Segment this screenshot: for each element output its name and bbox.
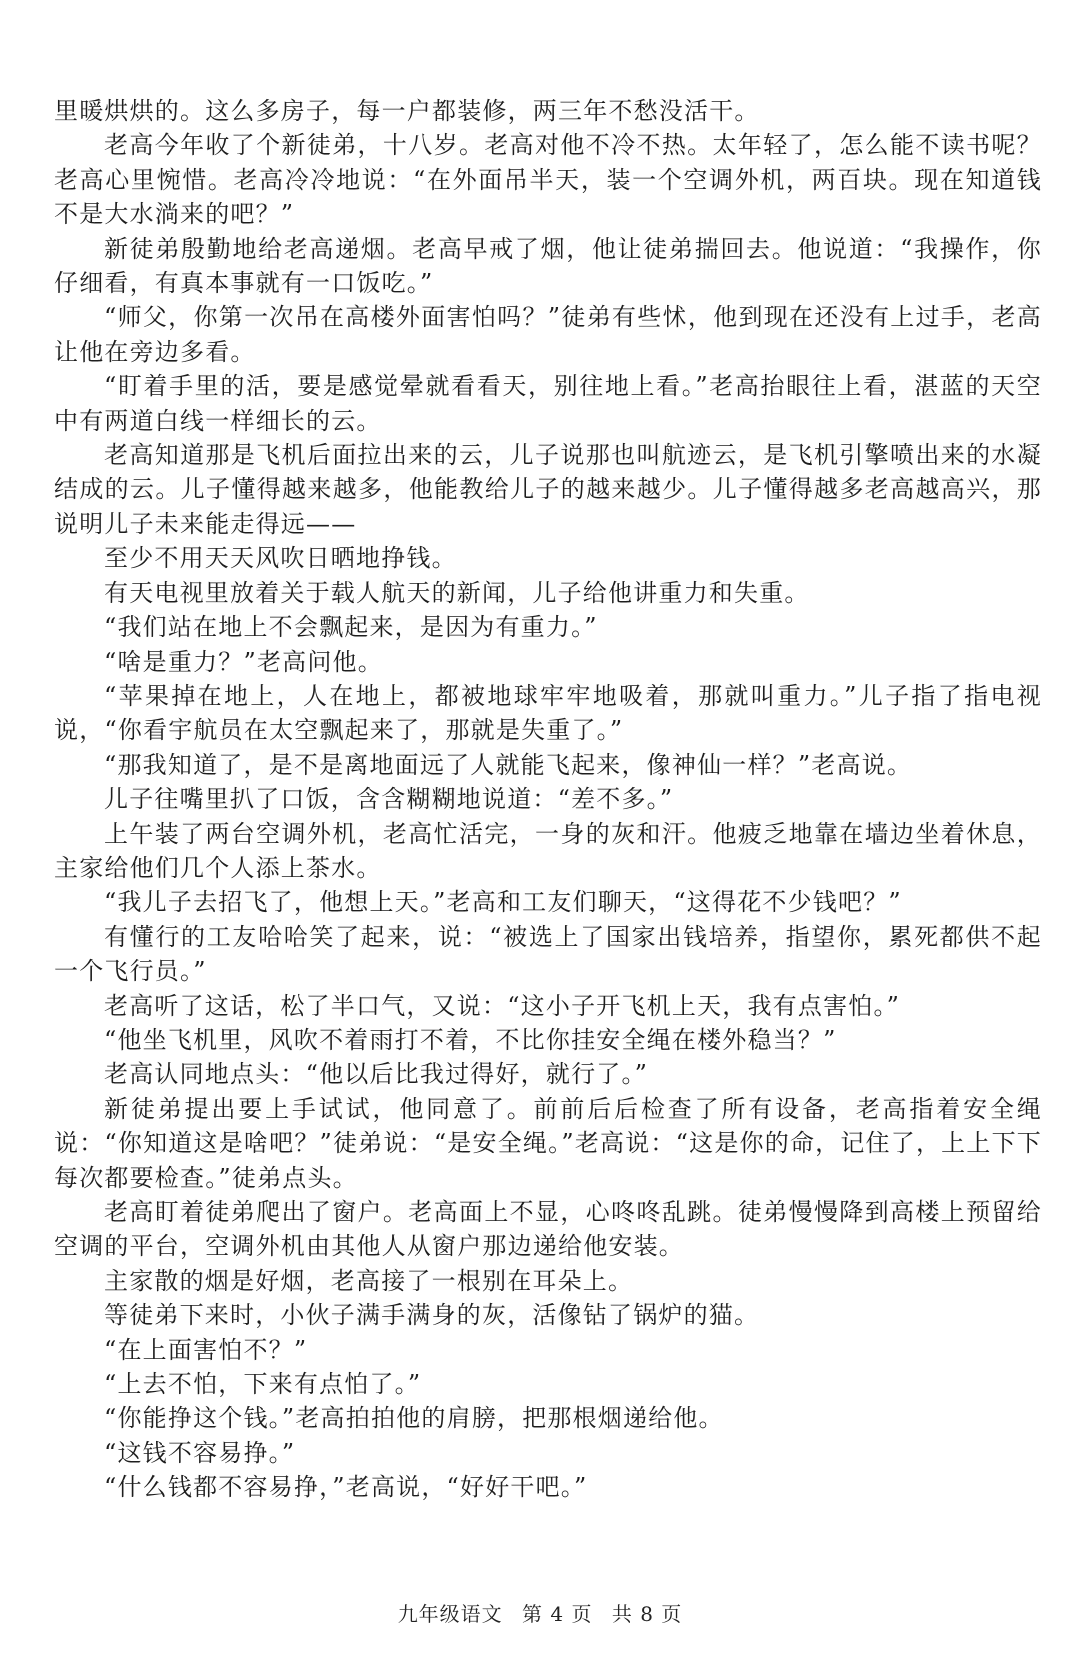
paragraph: “在上面害怕不？”	[104, 1335, 308, 1364]
paragraph: “他坐飞机里，风吹不着雨打不着，不比你挂安全绳在楼外稳当？”	[104, 1025, 837, 1054]
footer-page-number: 第 4 页	[522, 1602, 593, 1626]
passage-text	[54, 94, 1042, 1505]
paragraph: “这钱不容易挣。”	[104, 1438, 296, 1467]
paragraph: 上午装了两台空调外机，老高忙活完，一身的灰和汗。他疲乏地靠在墙边坐着休息，主家给他们几个人添上茶水。	[54, 819, 1042, 882]
paragraph: 有天电视里放着关于载人航天的新闻，儿子给他讲重力和失重。	[104, 578, 810, 607]
paragraph: 主家散的烟是好烟，老高接了一根别在耳朵上。	[104, 1266, 634, 1295]
paragraph: 儿子往嘴里扒了口饭，含含糊糊地说道：“差不多。”	[104, 785, 674, 814]
paragraph: “师父，你第一次吊在高楼外面害怕吗？”徒弟有些怵，他到现在还没有上过手，老高让他在旁边多看。	[54, 303, 1042, 366]
footer-subject: 九年级语文	[397, 1602, 503, 1626]
paragraph: “我们站在地上不会飘起来，是因为有重力。”	[104, 613, 598, 642]
paragraph: 老高盯着徒弟爬出了窗户。老高面上不显，心咚咚乱跳。徒弟慢慢降到高楼上预留给空调的平台，空调外机由其他人从窗户那边递给他安装。	[54, 1198, 1042, 1261]
paragraph: 老高知道那是飞机后面拉出来的云，儿子说那也叫航迹云，是飞机引擎喷出来的水凝结成的云。儿子懂得越来越多，他能教给儿子的越来越少。儿子懂得越多老高越高兴，那说明儿子未来能走得远——	[54, 441, 1042, 538]
paragraph: 老高听了这话，松了半口气，又说：“这小子开飞机上天，我有点害怕。”	[104, 991, 901, 1020]
paragraph: 老高认同地点头：“他以后比我过得好，就行了。”	[104, 1060, 649, 1089]
paragraph: 新徒弟殷勤地给老高递烟。老高早戒了烟，他让徒弟揣回去。他说道：“我操作，你仔细看，有真本事就有一口饭吃。”	[54, 234, 1042, 298]
paragraph: “什么钱都不容易挣，”老高说，“好好干吧。”	[104, 1473, 588, 1502]
paragraph: 等徒弟下来时，小伙子满手满身的灰，活像钻了锅炉的猫。	[104, 1301, 760, 1330]
paragraph: “啥是重力？”老高问他。	[104, 647, 383, 676]
paragraph: “你能挣这个钱。”老高拍拍他的肩膀，把那根烟递给他。	[104, 1404, 724, 1433]
paragraph: “苹果掉在地上，人在地上，都被地球牢牢地吸着，那就叫重力。”儿子指了指电视说，“你看宇航员在太空飘起来了，那就是失重了。”	[54, 681, 1042, 745]
paragraph: “我儿子去招飞了，他想上天。”老高和工友们聊天，“这得花不少钱吧？”	[104, 888, 902, 917]
paragraph: 新徒弟提出要上手试试，他同意了。前前后后检查了所有设备，老高指着安全绳说：“你知道这是啥吧？”徒弟说：“是安全绳。”老高说：“这是你的命，记住了，上上下下每次都要检查。”徒弟点头。	[54, 1094, 1042, 1192]
paragraph: “那我知道了，是不是离地面远了人就能飞起来，像神仙一样？”老高说。	[104, 750, 913, 779]
paragraph: 有懂行的工友哈哈笑了起来，说：“被选上了国家出钱培养，指望你，累死都供不起一个飞行员。”	[54, 922, 1042, 986]
paragraph: “盯着手里的活，要是感觉晕就看看天，别往地上看。”老高抬眼往上看，湛蓝的天空中有两道白线一样细长的云。	[54, 372, 1042, 435]
paragraph: “上去不怕，下来有点怕了。”	[104, 1370, 422, 1399]
footer-total-pages: 共 8 页	[611, 1602, 683, 1626]
paragraph: 里暖烘烘的。这么多房子，每一户都装修，两三年不愁没活干。	[54, 97, 760, 125]
paragraph: 老高今年收了个新徒弟，十八岁。老高对他不冷不热。太年轻了，怎么能不读书呢？老高心里惋惜。老高冷冷地说：“在外面吊半天，装一个空调外机，两百块。现在知道钱不是大水淌来的吧？”	[54, 131, 1042, 229]
paragraph: 至少不用天天风吹日晒地挣钱。	[104, 544, 457, 573]
page-footer	[0, 1598, 1080, 1627]
